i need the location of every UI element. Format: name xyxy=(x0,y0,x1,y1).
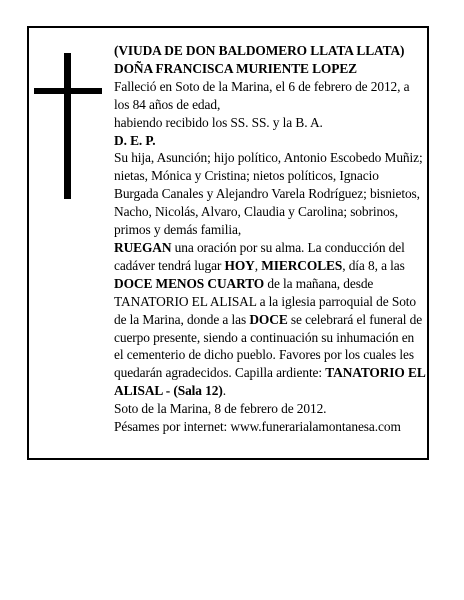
from-text: de la mañana, desde TANATORIO EL ALISAL a la iglesia parroquial de Soto de la Marina, donde a las xyxy=(114,275,416,327)
chapel-location: TANATORIO EL ALISAL - (Sala 12) xyxy=(114,365,425,399)
cross-horizontal-bar xyxy=(34,88,102,94)
cross-icon xyxy=(34,53,102,199)
comma-text: , xyxy=(254,257,262,273)
place-date-line: Soto de la Marina, 8 de febrero de 2012. xyxy=(114,401,327,417)
prayer-text: una oración por su alma. La conducción del cadáver tendrá lugar xyxy=(114,239,405,273)
obituary-text xyxy=(114,42,426,436)
sacraments-line: habiendo recibido los SS. SS. y la B. A. xyxy=(114,114,323,130)
day-text: , día 8, a las xyxy=(342,257,405,273)
widow-line: (VIUDA DE DON BALDOMERO LLATA LLATA) xyxy=(114,43,405,58)
funeral-text: se celebrará el funeral de cuerpo presente, siendo a continuación su inhumación en el cementerio de dicho pueblo. Favores por los cuales les quedarán agradecidos. Capilla ardiente: xyxy=(114,311,423,381)
service-paragraph xyxy=(114,239,426,400)
condolences-line: Pésames por internet: www.funerarialamontanesa.com xyxy=(114,419,401,435)
cross-vertical-bar xyxy=(64,53,71,199)
deceased-name: DOÑA FRANCISCA MURIENTE LOPEZ xyxy=(114,60,357,76)
family-paragraph: Su hija, Asunción; hijo político, Antonio Escobedo Muñiz; nietas, Mónica y Cristina; nietos políticos, Ignacio Burgada Canales y Alejandro Varela Rodríguez; bisnietos, Nacho, Nicolás, Alvaro, Claudia y Carolina; sobrinos, primos y demás familia, xyxy=(114,150,423,238)
chapel-period: . xyxy=(222,383,226,399)
death-line: Falleció en Soto de la Marina, el 6 de febrero de 2012, a los 84 años de edad, xyxy=(114,78,410,112)
ruegan-word: RUEGAN xyxy=(114,239,172,255)
service-time: DOCE MENOS CUARTO xyxy=(114,275,265,291)
funeral-time: DOCE xyxy=(249,311,288,327)
rip-line: D. E. P. xyxy=(114,132,156,148)
obituary-notice xyxy=(27,26,429,460)
miercoles-word: MIERCOLES xyxy=(261,257,343,273)
hoy-word: HOY xyxy=(224,257,255,273)
